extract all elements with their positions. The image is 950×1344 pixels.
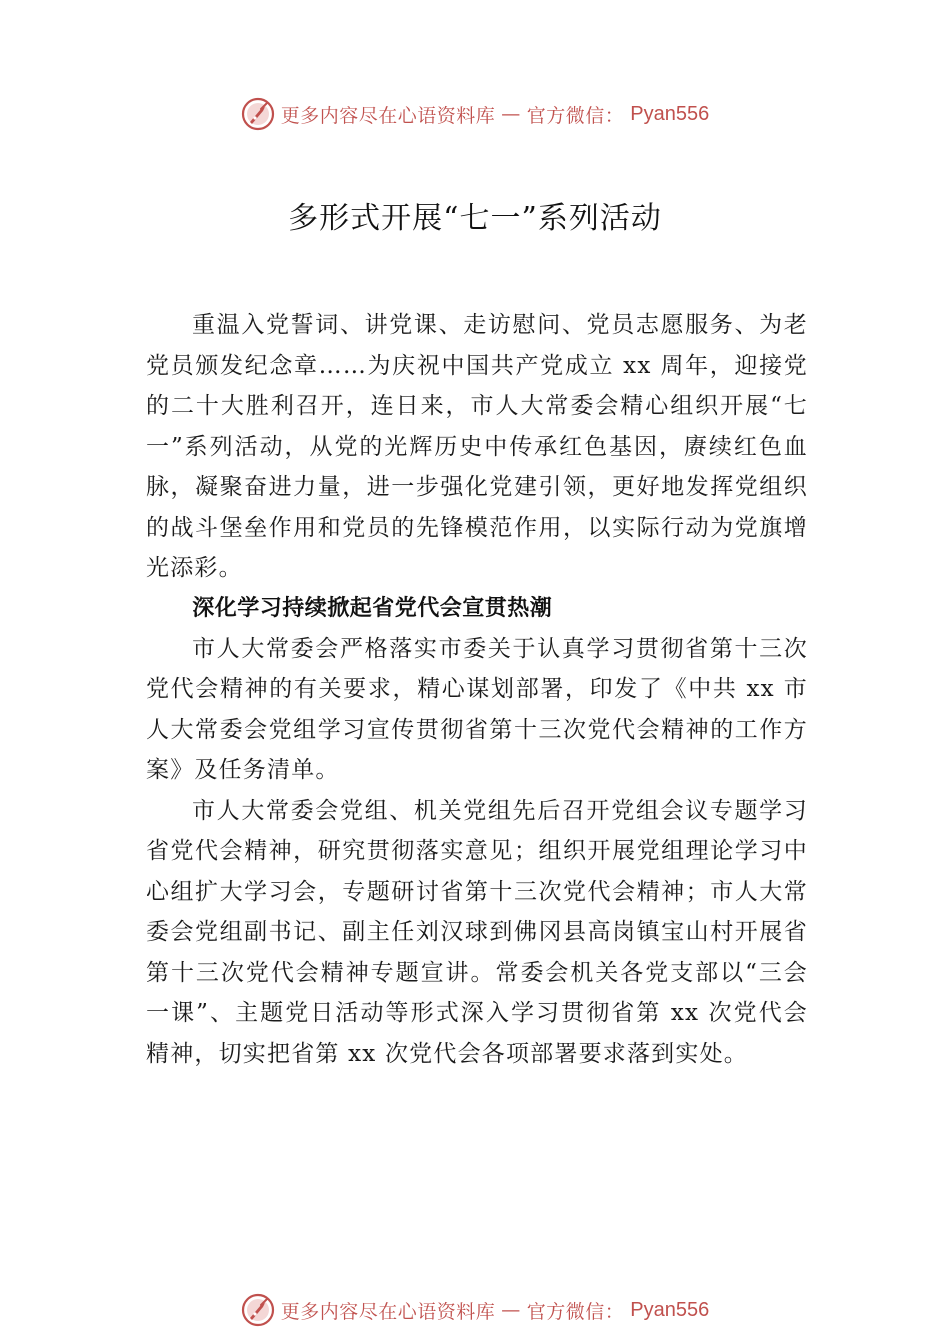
section-paragraph: 市人大常委会严格落实市委关于认真学习贯彻省第十三次党代会精神的有关要求，精心谋划部署，印发了《中共 xx 市人大常委会党组学习宣传贯彻省第十三次党代会精神的工作方案》及任务清单。 [146,635,808,783]
intro-paragraph: 重温入党誓词、讲党课、走访慰问、党员志愿服务、为老党员颁发纪念章……为庆祝中国共产党成立 xx 周年，迎接党的二十大胜利召开，连日来，市人大常委会精心组织开展“七一”系列活动，从党的光辉历史中传承红色基因，赓续红色血脉，凝聚奋进力量，进一步强化党建引领，更好地发挥党组织的战斗堡垒作用和党员的先锋模范作用，以实际行动为党旗增光添彩。 [146,312,808,581]
pen-nib-seal-icon [241,97,275,131]
section-heading: 深化学习持续掀起省党代会宣贯热潮 [192,595,553,621]
watermark-text: 更多内容尽在心语资料库 [280,1300,496,1323]
footer-watermark [0,1290,950,1330]
wechat-label: 官方微信： [526,1300,625,1323]
watermark-separator: — [501,1299,521,1321]
watermark-text: 更多内容尽在心语资料库 [280,104,496,127]
document-body [146,305,808,1074]
wechat-id: Pyan556 [630,1298,710,1321]
pen-nib-seal-icon [241,1293,275,1327]
watermark-separator: — [501,103,521,125]
wechat-label: 官方微信： [526,104,625,127]
section-paragraph: 市人大常委会党组、机关党组先后召开党组会议专题学习省党代会精神，研究贯彻落实意见；组织开展党组理论学习中心组扩大学习会，专题研讨省第十三次党代会精神；市人大常委会党组副书记、副主任刘汉球到佛冈县高岗镇宝山村开展省第十三次党代会精神专题宣讲。常委会机关各党支部以“三会一课”、主题党日活动等形式深入学习贯彻省第 xx 次党代会精神，切实把省第 xx 次党代会各项部署要求落到实处。 [146,797,808,1067]
document-title: 多形式开展“七一”系列活动 [288,201,662,236]
header-watermark [0,94,950,134]
wechat-id: Pyan556 [630,102,710,125]
